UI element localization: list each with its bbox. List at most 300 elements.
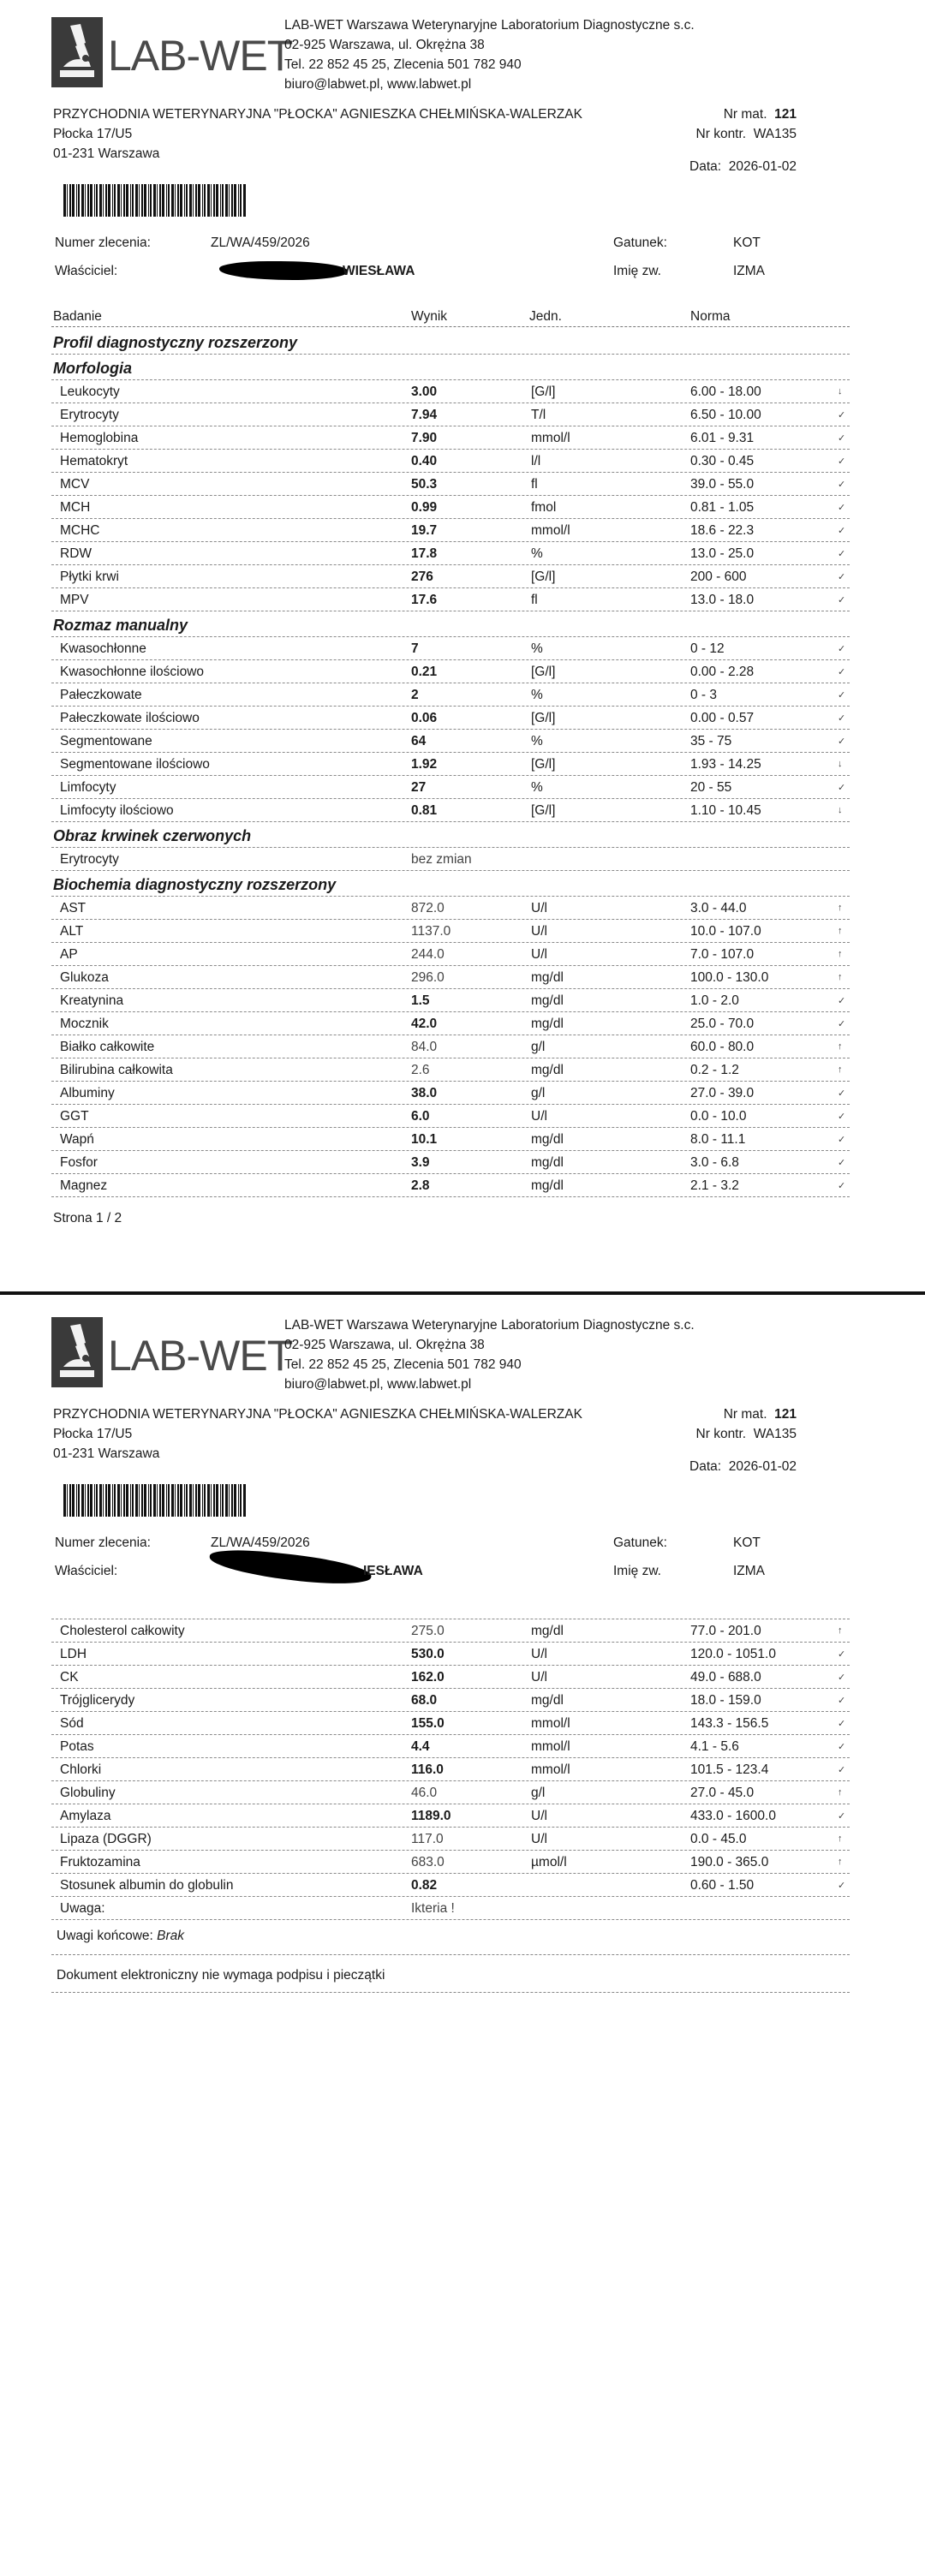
table-row (51, 1828, 850, 1851)
test-norm: 120.0 - 1051.0 (690, 1647, 776, 1661)
section-title-text: Rozmaz manualny (53, 617, 188, 634)
test-unit: mmol/l (531, 523, 570, 538)
table-row (51, 1804, 850, 1828)
test-name: Bilirubina całkowita (60, 1063, 173, 1077)
test-unit: % (531, 546, 543, 561)
test-name: Pałeczkowate (60, 688, 142, 702)
test-result: 7.94 (411, 408, 438, 422)
clinic-city: 01-231 Warszawa (53, 146, 160, 161)
test-norm: 8.0 - 11.1 (690, 1132, 746, 1147)
table-header (51, 304, 850, 327)
test-result: 7.90 (411, 431, 438, 445)
section-title (51, 355, 850, 380)
table-row (51, 848, 850, 871)
test-result: 872.0 (411, 901, 445, 915)
date-value: 2026-01-02 (728, 159, 797, 174)
test-norm: 20 - 55 (690, 780, 732, 795)
species-value: KOT (733, 236, 761, 250)
table-row (51, 1174, 850, 1197)
owner-label: Właściciel: (55, 1564, 118, 1578)
divider (51, 1954, 850, 1955)
arrow-up-icon: ↑ (838, 903, 843, 913)
test-unit: l/l (531, 454, 541, 468)
test-unit: mg/dl (531, 970, 564, 985)
table-row (51, 1619, 850, 1643)
test-norm: 100.0 - 130.0 (690, 970, 769, 985)
test-name: GGT (60, 1109, 89, 1124)
test-result: 275.0 (411, 1624, 445, 1638)
table-row (51, 1128, 850, 1151)
date-label: Data: (689, 159, 722, 174)
check-icon: ✓ (838, 1765, 846, 1775)
test-norm: 0.60 - 1.50 (690, 1878, 755, 1893)
test-name: Limfocyty (60, 780, 116, 795)
test-name: Hematokryt (60, 454, 128, 468)
test-unit: fl (531, 477, 538, 492)
test-name: Stosunek albumin do globulin (60, 1878, 234, 1893)
section-title-text: Morfologia (53, 360, 132, 377)
nr-mat-value: 121 (774, 107, 797, 122)
test-unit: U/l (531, 924, 547, 939)
results-table-page-2 (51, 1619, 850, 1920)
clinic-address (53, 1404, 582, 1464)
col-unit: Jedn. (529, 309, 562, 324)
table-row (51, 707, 850, 730)
lab-address (284, 15, 695, 94)
test-norm: 13.0 - 18.0 (690, 593, 755, 607)
test-name: Segmentowane ilościowo (60, 757, 210, 772)
owner-label: Właściciel: (55, 264, 118, 278)
nr-kontr-value: WA135 (753, 1427, 797, 1441)
section-title (51, 822, 850, 848)
test-norm: 190.0 - 365.0 (690, 1855, 769, 1869)
test-norm: 25.0 - 70.0 (690, 1017, 755, 1031)
check-icon: ✓ (838, 644, 846, 654)
check-icon: ✓ (838, 410, 846, 420)
profile-title-text: Profil diagnostyczny rozszerzony (53, 334, 298, 351)
test-result: 0.82 (411, 1878, 438, 1893)
test-unit: U/l (531, 1647, 547, 1661)
table-row (51, 473, 850, 496)
test-unit: U/l (531, 1809, 547, 1823)
divider (51, 1992, 850, 1993)
test-norm: 1.0 - 2.0 (690, 993, 739, 1008)
section-title-text: Obraz krwinek czerwonych (53, 827, 252, 844)
check-icon: ✓ (838, 1673, 846, 1683)
test-unit: mg/dl (531, 1132, 564, 1147)
check-icon: ✓ (838, 1696, 846, 1706)
check-icon: ✓ (838, 503, 846, 513)
test-unit: [G/l] (531, 803, 556, 818)
test-unit: mg/dl (531, 1017, 564, 1031)
test-result: 0.40 (411, 454, 438, 468)
test-unit: % (531, 734, 543, 748)
order-number-value: ZL/WA/459/2026 (211, 236, 310, 250)
clinic-city: 01-231 Warszawa (53, 1446, 160, 1461)
test-name: Kwasochłonne (60, 641, 146, 656)
species-label: Gatunek: (613, 236, 667, 250)
test-result: 530.0 (411, 1647, 445, 1661)
test-name: Płytki krwi (60, 569, 119, 584)
test-unit: % (531, 688, 543, 702)
owner-value: WIESŁAWA (343, 264, 415, 278)
test-result: 2.8 (411, 1178, 430, 1193)
test-name: Białko całkowite (60, 1040, 155, 1054)
test-name: Segmentowane (60, 734, 152, 748)
check-icon: ✓ (838, 526, 846, 536)
test-norm: 0.30 - 0.45 (690, 454, 755, 468)
table-row (51, 799, 850, 822)
test-result: 3.00 (411, 385, 438, 399)
nr-mat-label: Nr mat. (723, 107, 767, 122)
test-name: Lipaza (DGGR) (60, 1832, 152, 1846)
table-row (51, 753, 850, 776)
test-norm: 101.5 - 123.4 (690, 1762, 769, 1777)
check-icon: ✓ (838, 1649, 846, 1660)
table-row (51, 1712, 850, 1735)
test-unit: mg/dl (531, 1624, 564, 1638)
test-norm: 4.1 - 5.6 (690, 1739, 739, 1754)
test-unit: [G/l] (531, 757, 556, 772)
test-result: 84.0 (411, 1040, 438, 1054)
lab-name: LAB-WET Warszawa Weterynaryjne Laboratorium Diagnostyczne s.c. (284, 18, 695, 33)
test-unit: U/l (531, 1109, 547, 1124)
test-name: Glukoza (60, 970, 109, 985)
table-row (51, 1897, 850, 1920)
test-result: 27 (411, 780, 427, 795)
test-result: 276 (411, 569, 433, 584)
test-name: Leukocyty (60, 385, 120, 399)
nr-mat-value: 121 (774, 1407, 797, 1422)
test-name: RDW (60, 546, 92, 561)
check-icon: ✓ (838, 1881, 846, 1891)
test-result: 68.0 (411, 1693, 438, 1708)
check-icon: ✓ (838, 549, 846, 559)
barcode (63, 1484, 247, 1517)
test-result: 4.4 (411, 1739, 430, 1754)
test-name: Limfocyty ilościowo (60, 803, 174, 818)
test-name: Uwaga: (60, 1901, 105, 1916)
test-norm: 18.6 - 22.3 (690, 523, 755, 538)
test-unit: [G/l] (531, 569, 556, 584)
table-row (51, 542, 850, 565)
order-number-label: Numer zlecenia: (55, 236, 151, 250)
test-result: 1.92 (411, 757, 438, 772)
test-norm: 0.00 - 0.57 (690, 711, 755, 725)
test-norm: 1.93 - 14.25 (690, 757, 761, 772)
test-name: Cholesterol całkowity (60, 1624, 185, 1638)
section-title (51, 611, 850, 637)
page-separator (0, 1291, 925, 1295)
table-row (51, 683, 850, 707)
clinic-name: PRZYCHODNIA WETERYNARYJNA "PŁOCKA" AGNIESZKA CHEŁMIŃSKA-WALERZAK (53, 107, 582, 122)
table-row (51, 380, 850, 403)
test-name: Magnez (60, 1178, 108, 1193)
lab-street: 02-925 Warszawa, ul. Okrężna 38 (284, 38, 485, 52)
test-unit: mg/dl (531, 1063, 564, 1077)
check-icon: ✓ (838, 783, 846, 793)
test-unit: % (531, 641, 543, 656)
final-notes-label: Uwagi końcowe: (57, 1929, 153, 1943)
test-result: 117.0 (411, 1832, 444, 1846)
test-unit: U/l (531, 901, 547, 915)
date-label: Data: (689, 1459, 722, 1474)
test-result: 64 (411, 734, 427, 748)
test-unit: mmol/l (531, 1716, 570, 1731)
table-row (51, 588, 850, 611)
test-norm: 433.0 - 1600.0 (690, 1809, 776, 1823)
test-unit: fmol (531, 500, 557, 515)
test-name: CK (60, 1670, 79, 1685)
table-row (51, 519, 850, 542)
logo-text: LAB-WET (108, 32, 293, 80)
test-norm: 0.00 - 2.28 (690, 665, 755, 679)
test-norm: 6.50 - 10.00 (690, 408, 761, 422)
arrow-down-icon: ↓ (838, 386, 843, 397)
test-norm: 6.01 - 9.31 (690, 431, 755, 445)
order-info (0, 227, 925, 289)
test-name: MCHC (60, 523, 100, 538)
lab-address (284, 1315, 695, 1394)
test-name: Sód (60, 1716, 84, 1731)
test-result: 1.5 (411, 993, 430, 1008)
table-row (51, 1643, 850, 1666)
test-unit: fl (531, 593, 538, 607)
table-row (51, 1012, 850, 1035)
test-result: 2.6 (411, 1063, 430, 1077)
test-norm: 0.0 - 45.0 (690, 1832, 747, 1846)
table-row (51, 637, 850, 660)
pet-name-label: Imię zw. (613, 264, 661, 278)
test-name: MCH (60, 500, 91, 515)
table-row (51, 1058, 850, 1082)
report-page-1 (0, 0, 925, 1276)
test-unit: U/l (531, 1670, 547, 1685)
test-norm: 143.3 - 156.5 (690, 1716, 769, 1731)
test-name: Wapń (60, 1132, 94, 1147)
test-norm: 13.0 - 25.0 (690, 546, 755, 561)
col-norm: Norma (690, 309, 731, 324)
test-unit: U/l (531, 1832, 547, 1846)
arrow-up-icon: ↑ (838, 1787, 843, 1798)
col-test: Badanie (53, 309, 102, 324)
table-row (51, 1689, 850, 1712)
profile-title (51, 329, 850, 355)
test-norm: 2.1 - 3.2 (690, 1178, 739, 1193)
test-unit: mmol/l (531, 1739, 570, 1754)
table-row (51, 1735, 850, 1758)
test-norm: 7.0 - 107.0 (690, 947, 755, 962)
test-result: 1189.0 (411, 1809, 451, 1823)
test-name: MPV (60, 593, 89, 607)
test-result: 10.1 (411, 1132, 438, 1147)
table-row (51, 943, 850, 966)
redaction (208, 1546, 373, 1589)
species-label: Gatunek: (613, 1535, 667, 1550)
test-result: 38.0 (411, 1086, 438, 1100)
lab-logo (51, 17, 293, 87)
test-norm: 27.0 - 45.0 (690, 1786, 755, 1800)
test-result: 46.0 (411, 1786, 438, 1800)
test-norm: 10.0 - 107.0 (690, 924, 761, 939)
test-unit: g/l (531, 1040, 546, 1054)
test-name: Mocznik (60, 1017, 109, 1031)
table-row (51, 1035, 850, 1058)
page-number: Strona 1 / 2 (53, 1211, 122, 1225)
table-row (51, 565, 850, 588)
check-icon: ✓ (838, 1135, 846, 1145)
check-icon: ✓ (838, 572, 846, 582)
pet-name-value: IZMA (733, 1564, 766, 1578)
table-row (51, 897, 850, 920)
table-row (51, 660, 850, 683)
col-result: Wynik (411, 309, 448, 324)
arrow-down-icon: ↓ (838, 759, 843, 769)
lab-phone: Tel. 22 852 45 25, Zlecenia 501 782 940 (284, 57, 522, 72)
section-title-text: Biochemia diagnostyczny rozszerzony (53, 876, 337, 893)
test-result: 0.81 (411, 803, 438, 818)
test-unit: mmol/l (531, 1762, 570, 1777)
arrow-up-icon: ↑ (838, 972, 843, 982)
table-row (51, 426, 850, 450)
test-name: ALT (60, 924, 84, 939)
check-icon: ✓ (838, 1019, 846, 1029)
test-result: 1137.0 (411, 924, 451, 939)
pet-name-label: Imię zw. (613, 1564, 661, 1578)
test-norm: 200 - 600 (690, 569, 747, 584)
test-name: AST (60, 901, 87, 915)
arrow-down-icon: ↓ (838, 805, 843, 815)
test-unit: % (531, 780, 543, 795)
test-norm: 3.0 - 44.0 (690, 901, 747, 915)
test-norm: 35 - 75 (690, 734, 732, 748)
test-unit: T/l (531, 408, 546, 422)
test-unit: µmol/l (531, 1855, 567, 1869)
lab-logo (51, 1317, 293, 1387)
test-unit: mmol/l (531, 431, 570, 445)
table-row (51, 966, 850, 989)
logo-text: LAB-WET (108, 1332, 293, 1380)
test-result: 155.0 (411, 1716, 445, 1731)
table-row (51, 1758, 850, 1781)
test-result: 296.0 (411, 970, 445, 985)
date-value: 2026-01-02 (728, 1459, 797, 1474)
check-icon: ✓ (838, 1811, 846, 1822)
table-row (51, 920, 850, 943)
test-name: Pałeczkowate ilościowo (60, 711, 200, 725)
lab-web: biuro@labwet.pl, www.labwet.pl (284, 1377, 472, 1392)
clinic-address (53, 104, 582, 164)
table-row (51, 1105, 850, 1128)
table-row (51, 1666, 850, 1689)
test-name: Hemoglobina (60, 431, 139, 445)
test-result: Ikteria ! (411, 1901, 455, 1916)
test-result: 162.0 (411, 1670, 445, 1685)
arrow-up-icon: ↑ (838, 1064, 843, 1075)
test-name: Fosfor (60, 1155, 98, 1170)
table-row (51, 989, 850, 1012)
microscope-icon (51, 1317, 103, 1387)
test-norm: 3.0 - 6.8 (690, 1155, 739, 1170)
test-name: Trójglicerydy (60, 1693, 135, 1708)
test-name: Amylaza (60, 1809, 111, 1823)
test-norm: 49.0 - 688.0 (690, 1670, 761, 1685)
test-result: 42.0 (411, 1017, 438, 1031)
redaction (219, 261, 348, 280)
test-result: bez zmian (411, 852, 472, 867)
table-row (51, 1851, 850, 1874)
test-name: MCV (60, 477, 90, 492)
test-name: AP (60, 947, 78, 962)
test-name: Kwasochłonne ilościowo (60, 665, 205, 679)
arrow-up-icon: ↑ (838, 926, 843, 936)
test-norm: 0 - 12 (690, 641, 725, 656)
check-icon: ✓ (838, 996, 846, 1006)
barcode (63, 184, 247, 217)
order-number-label: Numer zlecenia: (55, 1535, 151, 1550)
arrow-up-icon: ↑ (838, 1041, 843, 1052)
test-unit: mg/dl (531, 1155, 564, 1170)
check-icon: ✓ (838, 1112, 846, 1122)
test-result: 6.0 (411, 1109, 430, 1124)
lab-web: biuro@labwet.pl, www.labwet.pl (284, 77, 472, 92)
nr-mat-label: Nr mat. (723, 1407, 767, 1422)
lab-phone: Tel. 22 852 45 25, Zlecenia 501 782 940 (284, 1357, 522, 1372)
final-notes-value: Brak (157, 1929, 185, 1943)
table-row (51, 496, 850, 519)
test-unit: g/l (531, 1086, 546, 1100)
test-norm: 0.2 - 1.2 (690, 1063, 739, 1077)
test-result: 244.0 (411, 947, 445, 962)
results-table-page-1 (51, 329, 850, 1197)
test-result: 17.6 (411, 593, 438, 607)
arrow-up-icon: ↑ (838, 1857, 843, 1867)
test-result: 683.0 (411, 1855, 445, 1869)
check-icon: ✓ (838, 433, 846, 444)
test-name: Potas (60, 1739, 94, 1754)
report-page-2 (0, 1300, 925, 2576)
check-icon: ✓ (838, 456, 846, 467)
check-icon: ✓ (838, 480, 846, 490)
check-icon: ✓ (838, 736, 846, 747)
test-norm: 39.0 - 55.0 (690, 477, 755, 492)
owner-value: IESŁAWA (363, 1564, 423, 1578)
test-result: 116.0 (411, 1762, 444, 1777)
order-number-value: ZL/WA/459/2026 (211, 1535, 310, 1550)
lab-name: LAB-WET Warszawa Weterynaryjne Laboratorium Diagnostyczne s.c. (284, 1318, 695, 1333)
final-notes (57, 1929, 184, 1944)
table-row (51, 1151, 850, 1174)
sample-meta (689, 1404, 797, 1476)
table-row (51, 450, 850, 473)
species-value: KOT (733, 1535, 761, 1550)
test-result: 17.8 (411, 546, 438, 561)
test-name: Kreatynina (60, 993, 124, 1008)
test-norm: 18.0 - 159.0 (690, 1693, 761, 1708)
arrow-up-icon: ↑ (838, 949, 843, 959)
test-result: 0.99 (411, 500, 438, 515)
nr-kontr-label: Nr kontr. (695, 1427, 747, 1441)
test-norm: 0.81 - 1.05 (690, 500, 755, 515)
check-icon: ✓ (838, 1088, 846, 1099)
check-icon: ✓ (838, 1181, 846, 1191)
table-row (51, 730, 850, 753)
test-unit: mg/dl (531, 1178, 564, 1193)
section-title (51, 871, 850, 897)
test-norm: 0.0 - 10.0 (690, 1109, 747, 1124)
arrow-up-icon: ↑ (838, 1625, 843, 1636)
test-name: Globuliny (60, 1786, 116, 1800)
